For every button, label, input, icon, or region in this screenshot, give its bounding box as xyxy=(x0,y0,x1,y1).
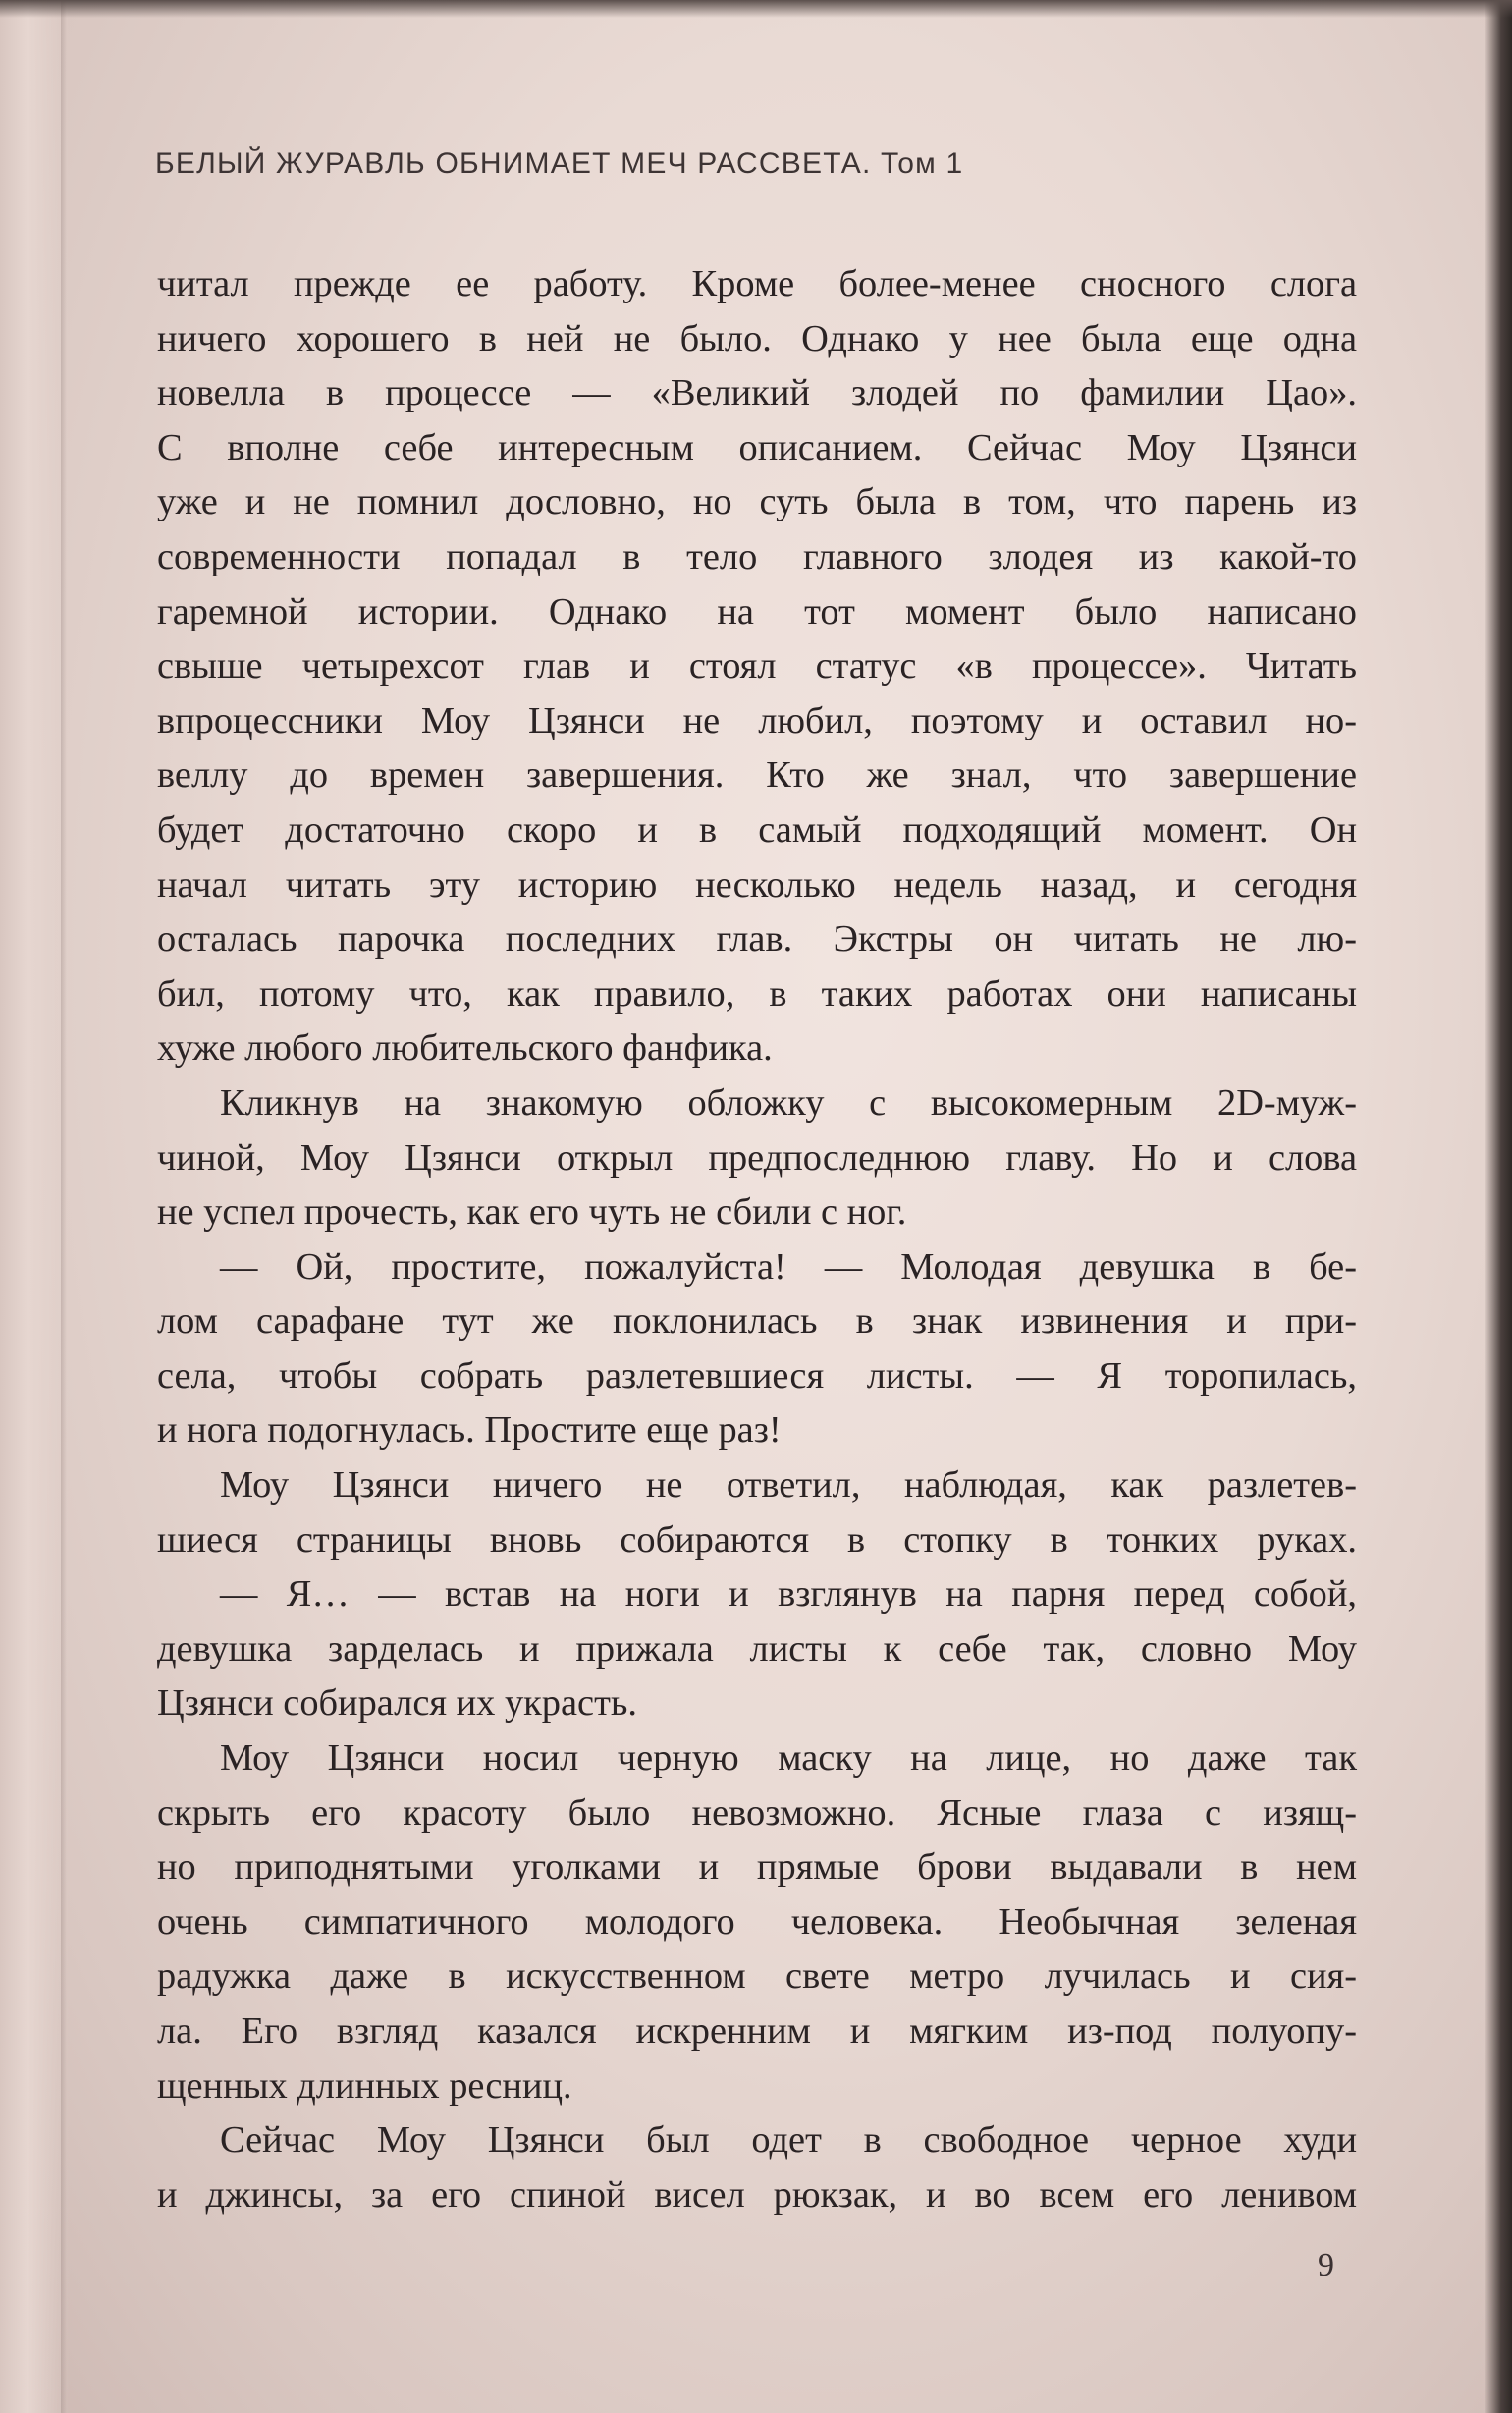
text-line: щенных длинных ресниц. xyxy=(157,2064,572,2107)
text-line: современности попадал в тело главного злодея из какой-то xyxy=(157,535,1357,577)
text-line: хуже любого любительского фанфика. xyxy=(157,1027,773,1069)
page-number: 9 xyxy=(1318,2247,1334,2283)
text-line: лом сарафане тут же поклонилась в знак извинения и при- xyxy=(157,1300,1357,1343)
text-line: Моу Цзянси носил черную маску на лице, но даже так xyxy=(220,1737,1357,1780)
text-line: будет достаточно скоро и в самый подходящий момент. Он xyxy=(157,808,1357,850)
text-line: села, чтобы собрать разлетевшиеся листы. — Я торопилась, xyxy=(157,1354,1357,1397)
text-line: Сейчас Моу Цзянси был одет в свободное черное худи xyxy=(220,2119,1357,2162)
text-line: Цзянси собирался их украсть. xyxy=(157,1682,637,1725)
text-line: — Ой, простите, пожалуйста! — Молодая девушка в бе- xyxy=(220,1245,1357,1288)
text-line: очень симпатичного молодого человека. Необычная зеленая xyxy=(157,1900,1357,1943)
text-line: веллу до времен завершения. Кто же знал, что завершение xyxy=(157,754,1357,796)
text-line: не успел прочесть, как его чуть не сбили с ног. xyxy=(157,1191,907,1234)
text-line: уже и не помнил дословно, но суть была в том, что парень из xyxy=(157,481,1357,523)
page-right-edge xyxy=(1485,0,1512,2413)
text-line: впроцессники Моу Цзянси не любил, поэтому и оставил но- xyxy=(157,699,1357,741)
text-line: и нога подогнулась. Простите еще раз! xyxy=(157,1409,782,1452)
text-line: чиной, Моу Цзянси открыл предпоследнюю главу. Но и слова xyxy=(157,1136,1357,1179)
page-edge-shadow xyxy=(61,0,67,2413)
page-gutter xyxy=(0,0,69,2413)
text-line: Моу Цзянси ничего не ответил, наблюдая, как разлетев- xyxy=(220,1464,1357,1507)
page-top-edge xyxy=(0,0,1512,18)
text-line: осталась парочка последних глав. Экстры он читать не лю- xyxy=(157,918,1357,960)
text-line: свыше четырехсот глав и стоял статус «в процессе». Читать xyxy=(157,645,1357,687)
text-line: Кликнув на знакомую обложку с высокомерным 2D-муж- xyxy=(220,1081,1357,1124)
text-line: С вполне себе интересным описанием. Сейчас Моу Цзянси xyxy=(157,426,1357,468)
text-line: и джинсы, за его спиной висел рюкзак, и во всем его ленивом xyxy=(157,2173,1357,2216)
text-line: ла. Его взгляд казался искренним и мягким из-под полуопу- xyxy=(157,2010,1357,2052)
text-line: начал читать эту историю несколько недель назад, и сегодня xyxy=(157,863,1357,905)
text-line: гаремной истории. Однако на тот момент было написано xyxy=(157,590,1357,632)
text-line: шиеся страницы вновь собираются в стопку в тонких руках. xyxy=(157,1518,1357,1561)
running-head: БЕЛЫЙ ЖУРАВЛЬ ОБНИМАЕТ МЕЧ РАССВЕТА. Том 1 xyxy=(155,147,964,180)
body-text xyxy=(157,257,1357,2222)
text-line: девушка зарделась и прижала листы к себе так, словно Моу xyxy=(157,1627,1357,1670)
text-line: читал прежде ее работу. Кроме более-менее сносного слога xyxy=(157,263,1357,304)
text-line: новелла в процессе — «Великий злодей по фамилии Цао». xyxy=(157,372,1357,414)
text-line: — Я… — встав на ноги и взглянув на парня перед собой, xyxy=(220,1573,1357,1616)
text-line: радужка даже в искусственном свете метро лучилась и сия- xyxy=(157,1955,1357,1998)
text-line: но приподнятыми уголками и прямые брови выдавали в нем xyxy=(157,1846,1357,1889)
text-line: ничего хорошего в ней не было. Однако у нее была еще одна xyxy=(157,317,1357,359)
text-line: бил, потому что, как правило, в таких работах они написаны xyxy=(157,972,1357,1015)
text-line: скрыть его красоту было невозможно. Ясные глаза с изящ- xyxy=(157,1791,1357,1834)
